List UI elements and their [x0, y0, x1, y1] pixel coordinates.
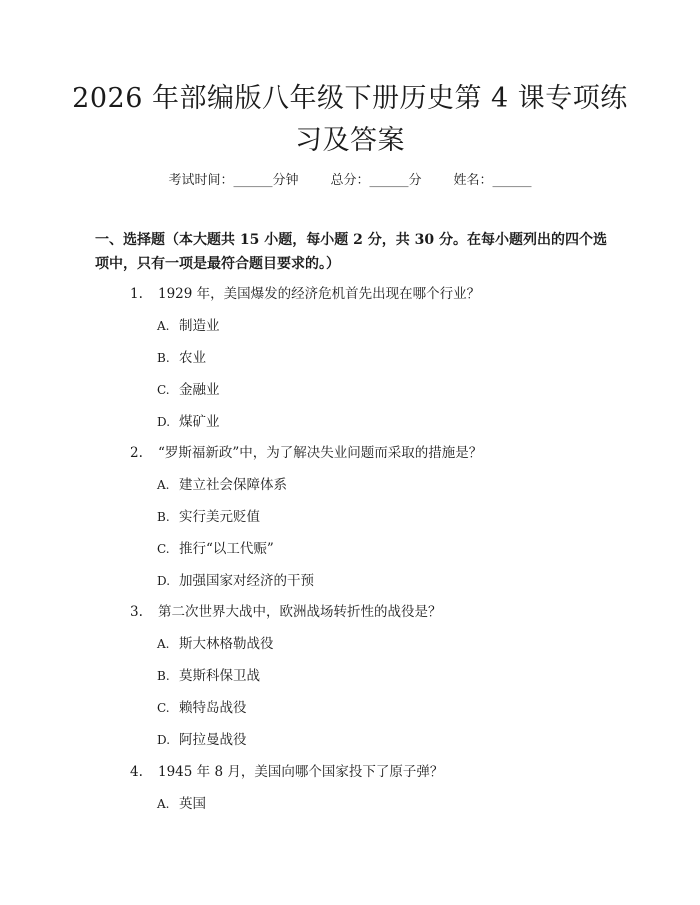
- option-letter: A.: [157, 637, 170, 651]
- option-letter: B.: [157, 510, 170, 524]
- option-4a: [157, 792, 206, 812]
- question-text: 1929 年，美国爆发的经济危机首先出现在哪个行业？: [158, 286, 481, 302]
- option-letter: C.: [157, 542, 170, 556]
- title-line-2: 习及答案: [295, 125, 405, 156]
- option-text: 制造业: [179, 318, 220, 334]
- question-4: [130, 760, 443, 780]
- option-letter: D.: [157, 574, 171, 588]
- option-2c: [157, 537, 274, 557]
- option-2d: [157, 569, 314, 589]
- document-title: [70, 78, 630, 162]
- question-text: “罗斯福新政”中，为了解决失业问题而采取的措施是？: [158, 445, 483, 461]
- option-3c: [157, 696, 247, 716]
- option-text: 煤矿业: [179, 414, 220, 430]
- student-name: 姓名：______: [453, 173, 532, 188]
- option-letter: A.: [157, 319, 170, 333]
- exam-score: 总分：______分: [330, 173, 422, 188]
- option-text: 金融业: [179, 382, 220, 398]
- option-1b: [157, 346, 206, 366]
- option-letter: A.: [157, 797, 170, 811]
- option-letter: C.: [157, 701, 170, 715]
- option-letter: D.: [157, 733, 171, 747]
- question-text: 1945 年 8 月，美国向哪个国家投下了原子弹？: [158, 764, 444, 780]
- question-text: 第二次世界大战中，欧洲战场转折性的战役是？: [158, 604, 442, 620]
- option-letter: D.: [157, 415, 171, 429]
- option-letter: C.: [157, 383, 170, 397]
- option-text: 加强国家对经济的干预: [179, 573, 314, 589]
- option-1d: [157, 410, 220, 430]
- option-3b: [157, 664, 260, 684]
- option-text: 斯大林格勒战役: [179, 636, 274, 652]
- question-number: 1.: [130, 286, 143, 302]
- option-letter: A.: [157, 478, 170, 492]
- section-header: 一、选择题（本大题共 15 小题，每小题 2 分，共 30 分。在每小题列出的四个选项中，只有一项是最符合题目要求的。）: [95, 232, 607, 272]
- option-3a: [157, 632, 274, 652]
- question-number: 4.: [130, 764, 143, 780]
- exam-info: [0, 169, 700, 188]
- option-2b: [157, 505, 260, 525]
- option-letter: B.: [157, 351, 170, 365]
- option-2a: [157, 473, 287, 493]
- option-letter: B.: [157, 669, 170, 683]
- option-text: 推行“以工代赈”: [179, 541, 274, 557]
- question-3: [130, 600, 442, 620]
- question-1: [130, 282, 480, 302]
- option-1a: [157, 314, 220, 334]
- option-text: 赖特岛战役: [179, 700, 247, 716]
- option-text: 莫斯科保卫战: [179, 668, 260, 684]
- option-text: 建立社会保障体系: [179, 477, 287, 493]
- question-number: 2.: [130, 445, 143, 461]
- option-text: 阿拉曼战役: [179, 732, 247, 748]
- title-line-1: 2026 年部编版八年级下册历史第 4 课专项练: [72, 83, 628, 114]
- option-1c: [157, 378, 220, 398]
- option-text: 英国: [179, 796, 206, 812]
- option-text: 农业: [179, 350, 206, 366]
- option-3d: [157, 728, 247, 748]
- question-number: 3.: [130, 604, 143, 620]
- option-text: 实行美元贬值: [179, 509, 260, 525]
- question-2: [130, 441, 482, 461]
- exam-time: 考试时间：______分钟: [168, 173, 299, 188]
